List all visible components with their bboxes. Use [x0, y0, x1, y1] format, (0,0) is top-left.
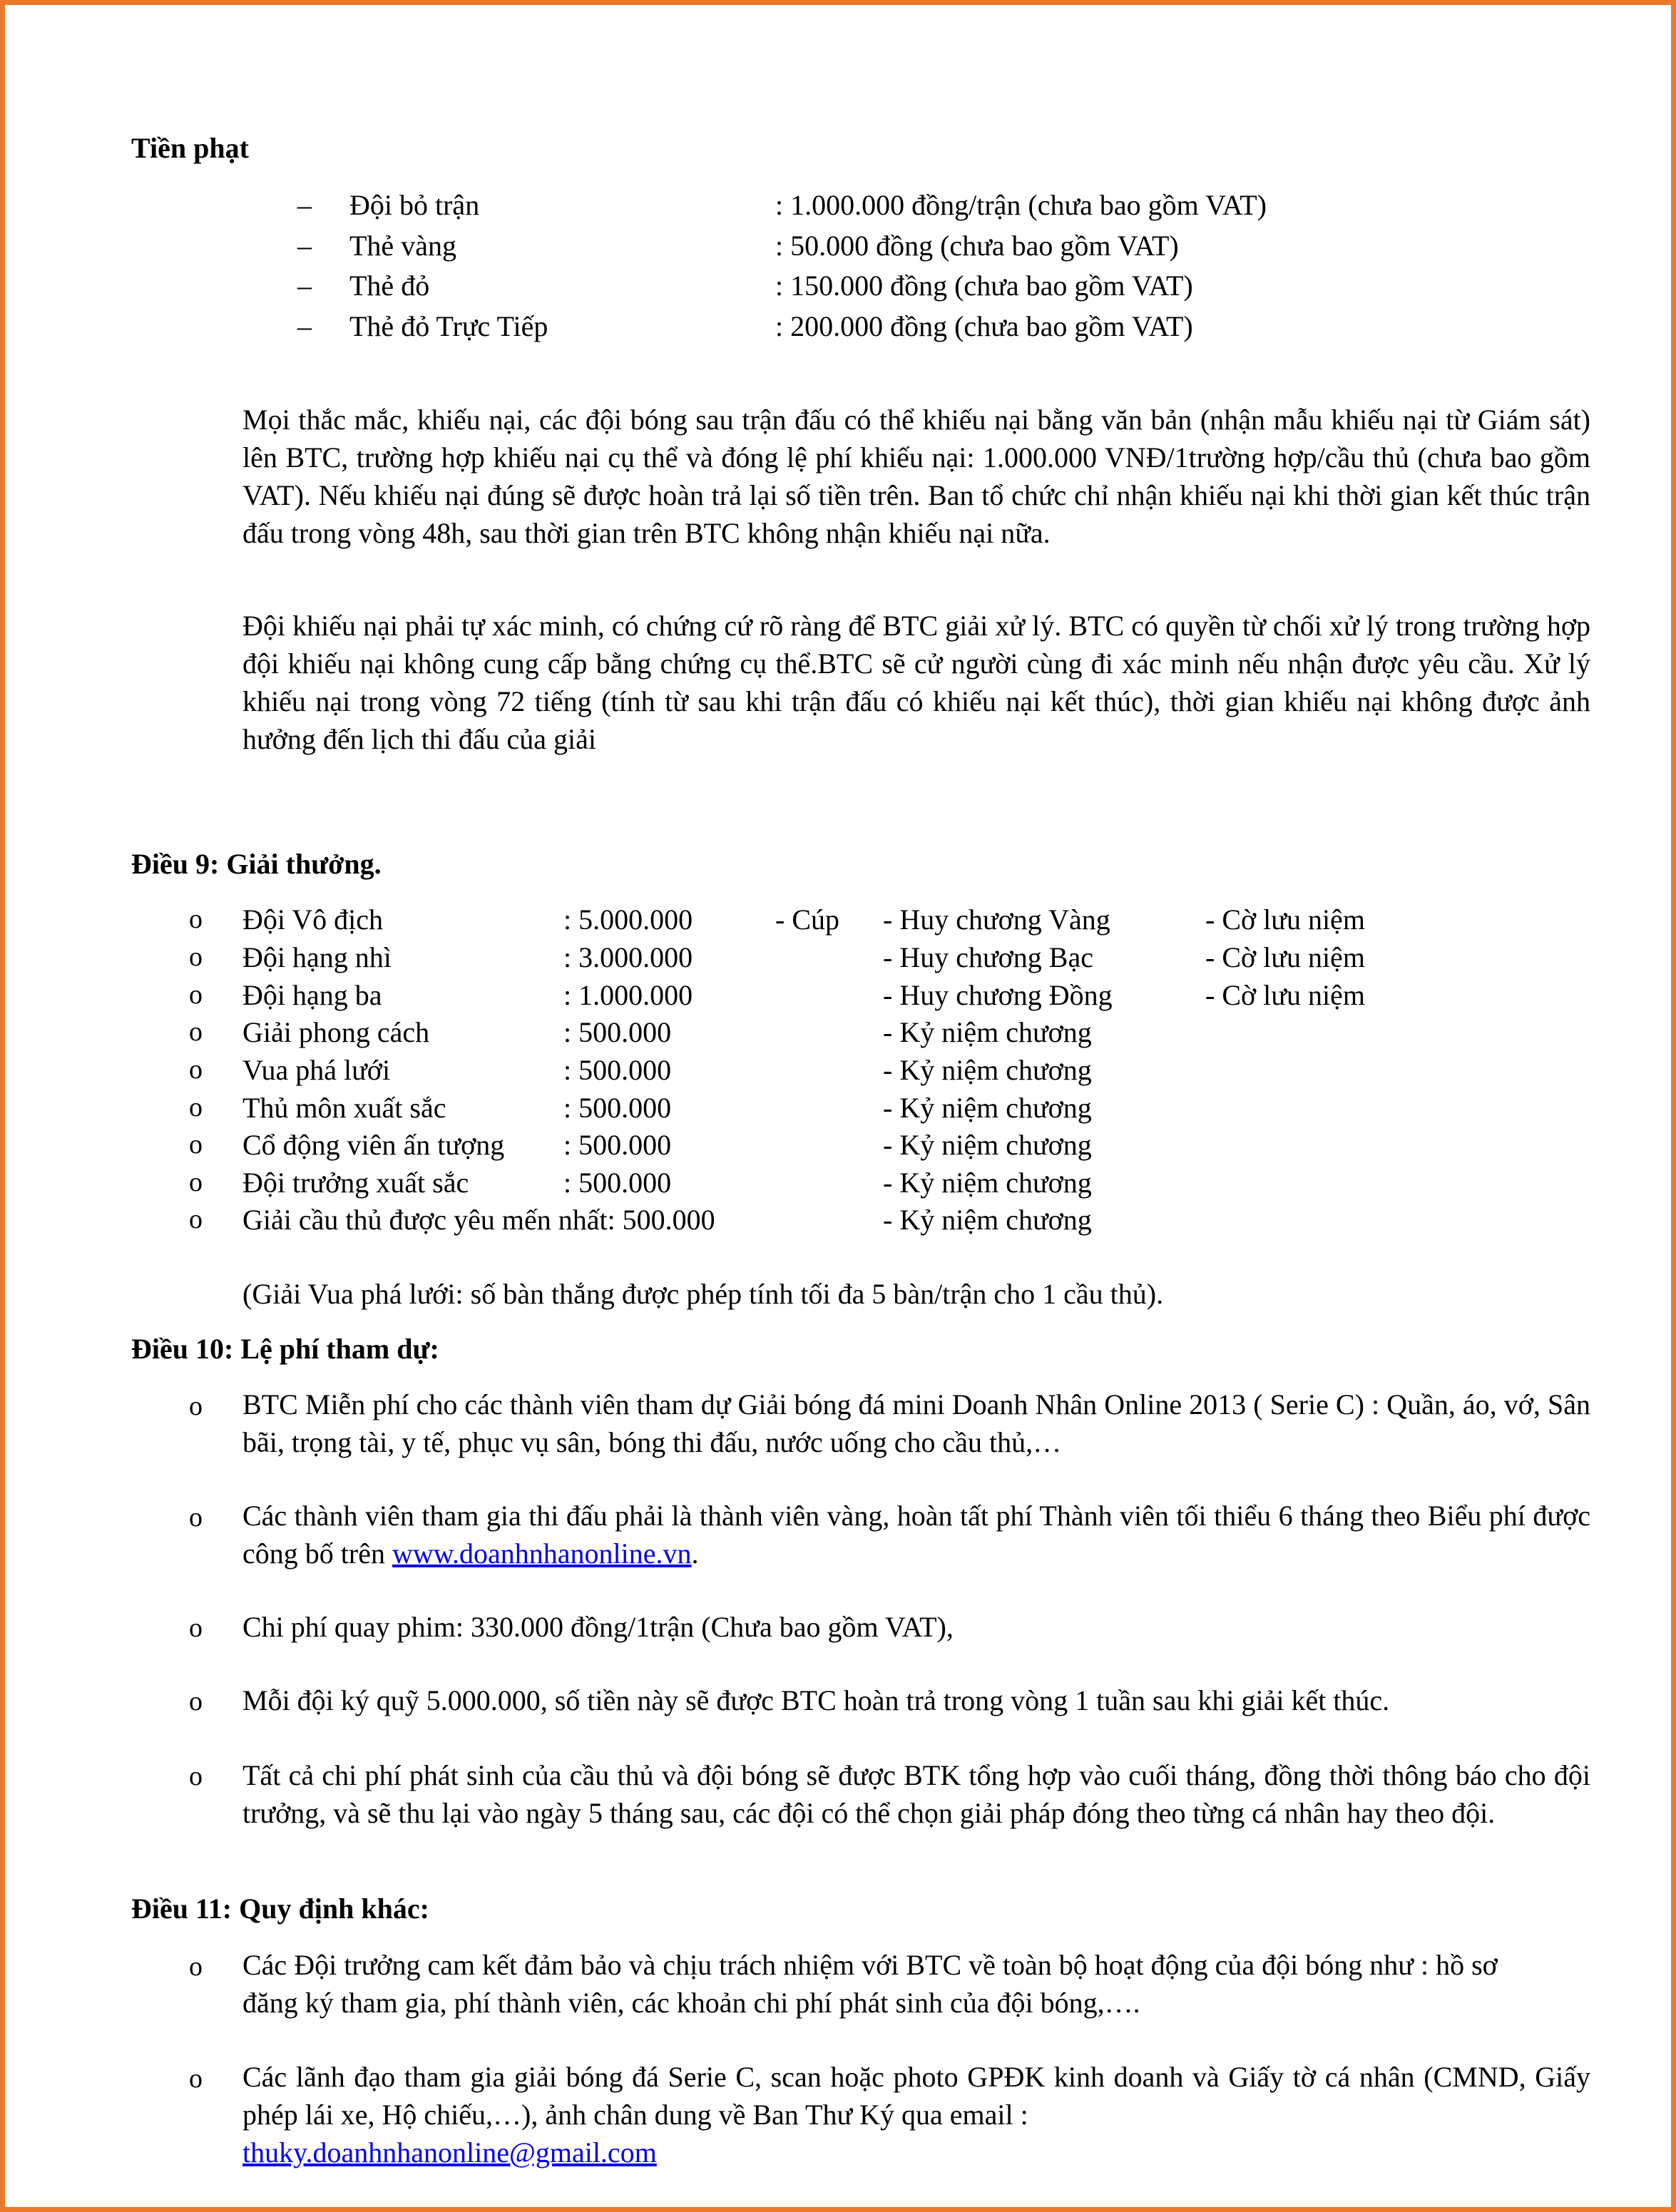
bullet-marker: o — [189, 1952, 203, 1982]
dash-marker: – — [297, 230, 312, 262]
fee-item: Tất cả chi phí phát sinh của cầu thủ và đội bóng sẽ được BTK tổng hợp vào cuối tháng, đồng thời thông báo cho đội trưởng, và sẽ thu lại vào ngày 5 tháng sau, các đội có thể chọn giải pháp đóng theo từng cá nhân hay theo đội. — [242, 1759, 1590, 1829]
bullet-marker: o — [189, 1092, 203, 1122]
rule-item-text: Các lãnh đạo tham gia giải bóng đá Serie C, scan hoặc photo GPĐK kinh doanh và Giấy tờ cá nhân (CMND, Giấy phép lái xe, Hộ chiếu,…), ảnh chân dung về Ban Thư Ký qua email : — [242, 2061, 1590, 2131]
prize-medal: - Huy chương Vàng — [883, 903, 1110, 936]
complaint-paragraph: Mọi thắc mắc, khiếu nại, các đội bóng sau trận đấu có thể khiếu nại bằng văn bản (nhận mẫu khiếu nại từ Giám sát) lên BTC, trường hợp khiếu nại cụ thể và đóng lệ phí khiếu nại: 1.000.000 VNĐ/1trường hợp/cầu thủ (chưa bao gồm VAT). Nếu khiếu nại đúng sẽ được hoàn trả lại số tiền trên. Ban tổ chức chỉ nhận khiếu nại khi thời gian kết thúc trận đấu trong vòng 48h, sau thời gian trên BTC không nhận khiếu nại nữa. — [242, 404, 1590, 549]
fine-value: : 1.000.000 đồng/trận (chưa bao gồm VAT) — [775, 189, 1267, 221]
rule-item: Các Đội trưởng cam kết đảm bảo và chịu trách nhiệm với BTC về toàn bộ hoạt động của đội bóng như : hồ sơ đăng ký tham gia, phí thành viên, các khoản chi phí phát sinh của đội bóng,…. — [242, 1949, 1498, 2019]
fine-label: Thẻ đỏ Trực Tiếp — [349, 310, 548, 342]
fine-label: Đội bỏ trận — [349, 189, 480, 221]
prize-amount: : 500.000 — [563, 1016, 672, 1048]
prize-name: Đội Vô địch — [242, 903, 384, 936]
bullet-marker: o — [189, 1502, 203, 1532]
fee-item — [242, 1497, 1590, 1572]
bullet-marker: o — [189, 1613, 203, 1643]
prize-medal: - Kỷ niệm chương — [883, 1092, 1092, 1124]
article-11-heading: Điều 11: Quy định khác: — [131, 1893, 429, 1925]
bullet-marker: o — [189, 2064, 203, 2094]
fine-value: : 150.000 đồng (chưa bao gồm VAT) — [775, 270, 1193, 302]
bullet-marker: o — [189, 1130, 203, 1159]
prize-amount: : 1.000.000 — [563, 979, 693, 1011]
prize-name: Giải phong cách — [242, 1016, 430, 1048]
fine-value: : 50.000 đồng (chưa bao gồm VAT) — [775, 230, 1179, 262]
prize-amount: : 500.000 — [563, 1167, 672, 1199]
prize-flag: - Cờ lưu niệm — [1205, 979, 1365, 1011]
prize-amount: : 500.000 — [563, 1129, 672, 1161]
prize-medal: - Huy chương Đồng — [883, 979, 1113, 1011]
fine-label: Thẻ vàng — [349, 230, 456, 262]
rule-item — [242, 2058, 1590, 2171]
email-link[interactable]: thuky.doanhnhanonline@gmail.com — [242, 2136, 657, 2169]
bullet-marker: o — [189, 1017, 203, 1047]
prize-medal: - Kỷ niệm chương — [883, 1167, 1092, 1199]
prize-name: Đội hạng nhì — [242, 941, 392, 973]
prize-flag: - Cờ lưu niệm — [1205, 941, 1365, 973]
article-9-heading: Điều 9: Giải thưởng. — [131, 848, 382, 880]
bullet-marker: o — [189, 1686, 203, 1716]
prize-name: Đội trưởng xuất sắc — [242, 1167, 469, 1199]
top-scorer-note: (Giải Vua phá lưới: số bàn thắng được phép tính tối đa 5 bàn/trận cho 1 cầu thủ). — [242, 1278, 1164, 1310]
dash-marker: – — [297, 189, 312, 221]
prize-medal: - Kỷ niệm chương — [883, 1054, 1092, 1086]
dash-marker: – — [297, 270, 312, 302]
prize-name: Đội hạng ba — [242, 979, 382, 1011]
fine-value: : 200.000 đồng (chưa bao gồm VAT) — [775, 310, 1193, 342]
bullet-marker: o — [189, 942, 203, 972]
fee-item: Mỗi đội ký quỹ 5.000.000, số tiền này sẽ được BTC hoàn trả trong vòng 1 tuần sau khi giải kết thúc. — [242, 1684, 1390, 1716]
prize-name: Cổ động viên ấn tượng — [242, 1129, 505, 1161]
prize-amount: : 3.000.000 — [563, 941, 693, 973]
bullet-marker: o — [189, 1167, 203, 1197]
fee-item: Chi phí quay phim: 330.000 đồng/1trận (Chưa bao gồm VAT), — [242, 1611, 954, 1643]
verification-paragraph: Đội khiếu nại phải tự xác minh, có chứng cứ rõ ràng để BTC giải xử lý. BTC có quyền từ chối xử lý trong trường hợp đội khiếu nại không cung cấp bằng chứng cụ thể.BTC sẽ cử người cùng đi xác minh nếu nhận được yêu cầu. Xử lý khiếu nại trong vòng 72 tiếng (tính từ sau khi trận đấu có khiếu nại kết thúc), thời gian khiếu nại không được ảnh hưởng đến lịch thi đấu của giải — [242, 610, 1590, 755]
fine-label: Thẻ đỏ — [349, 270, 430, 302]
bullet-marker: o — [189, 904, 203, 934]
prize-amount: : 500.000 — [563, 1092, 672, 1124]
prize-amount: : 5.000.000 — [563, 903, 693, 936]
fines-heading: Tiền phạt — [131, 132, 249, 164]
prize-name: Vua phá lưới — [242, 1054, 391, 1086]
prize-medal: - Kỷ niệm chương — [883, 1016, 1092, 1048]
prize-flag: - Cờ lưu niệm — [1205, 903, 1365, 936]
prize-name: Thủ môn xuất sắc — [242, 1092, 446, 1124]
prize-amount: : 500.000 — [563, 1054, 672, 1086]
dash-marker: – — [297, 310, 312, 342]
fee-item-text: Các thành viên tham gia thi đấu phải là thành viên vàng, hoàn tất phí Thành viên tối thiểu 6 tháng theo Biểu phí được công bố trên — [242, 1500, 1590, 1570]
prize-cup: - Cúp — [775, 903, 839, 936]
prize-medal: - Kỷ niệm chương — [883, 1129, 1092, 1161]
bullet-marker: o — [189, 1391, 203, 1421]
bullet-marker: o — [189, 1055, 203, 1085]
fee-item-end: . — [691, 1537, 699, 1570]
article-10-heading: Điều 10: Lệ phí tham dự: — [131, 1333, 439, 1365]
bullet-marker: o — [189, 1761, 203, 1791]
bullet-marker: o — [189, 1204, 203, 1234]
prize-medal: - Huy chương Bạc — [883, 941, 1093, 973]
website-link[interactable]: www.doanhnhanonline.vn — [392, 1537, 692, 1570]
prize-name: Giải cầu thủ được yêu mến nhất: 500.000 — [242, 1204, 715, 1236]
bullet-marker: o — [189, 980, 203, 1010]
prize-medal: - Kỷ niệm chương — [883, 1204, 1092, 1236]
fee-item: BTC Miễn phí cho các thành viên tham dự Giải bóng đá mini Doanh Nhân Online 2013 ( Serie C) : Quần, áo, vớ, Sân bãi, trọng tài, y tế, phục vụ sân, bóng thi đấu, nước uống cho cầu thủ,… — [242, 1388, 1590, 1458]
